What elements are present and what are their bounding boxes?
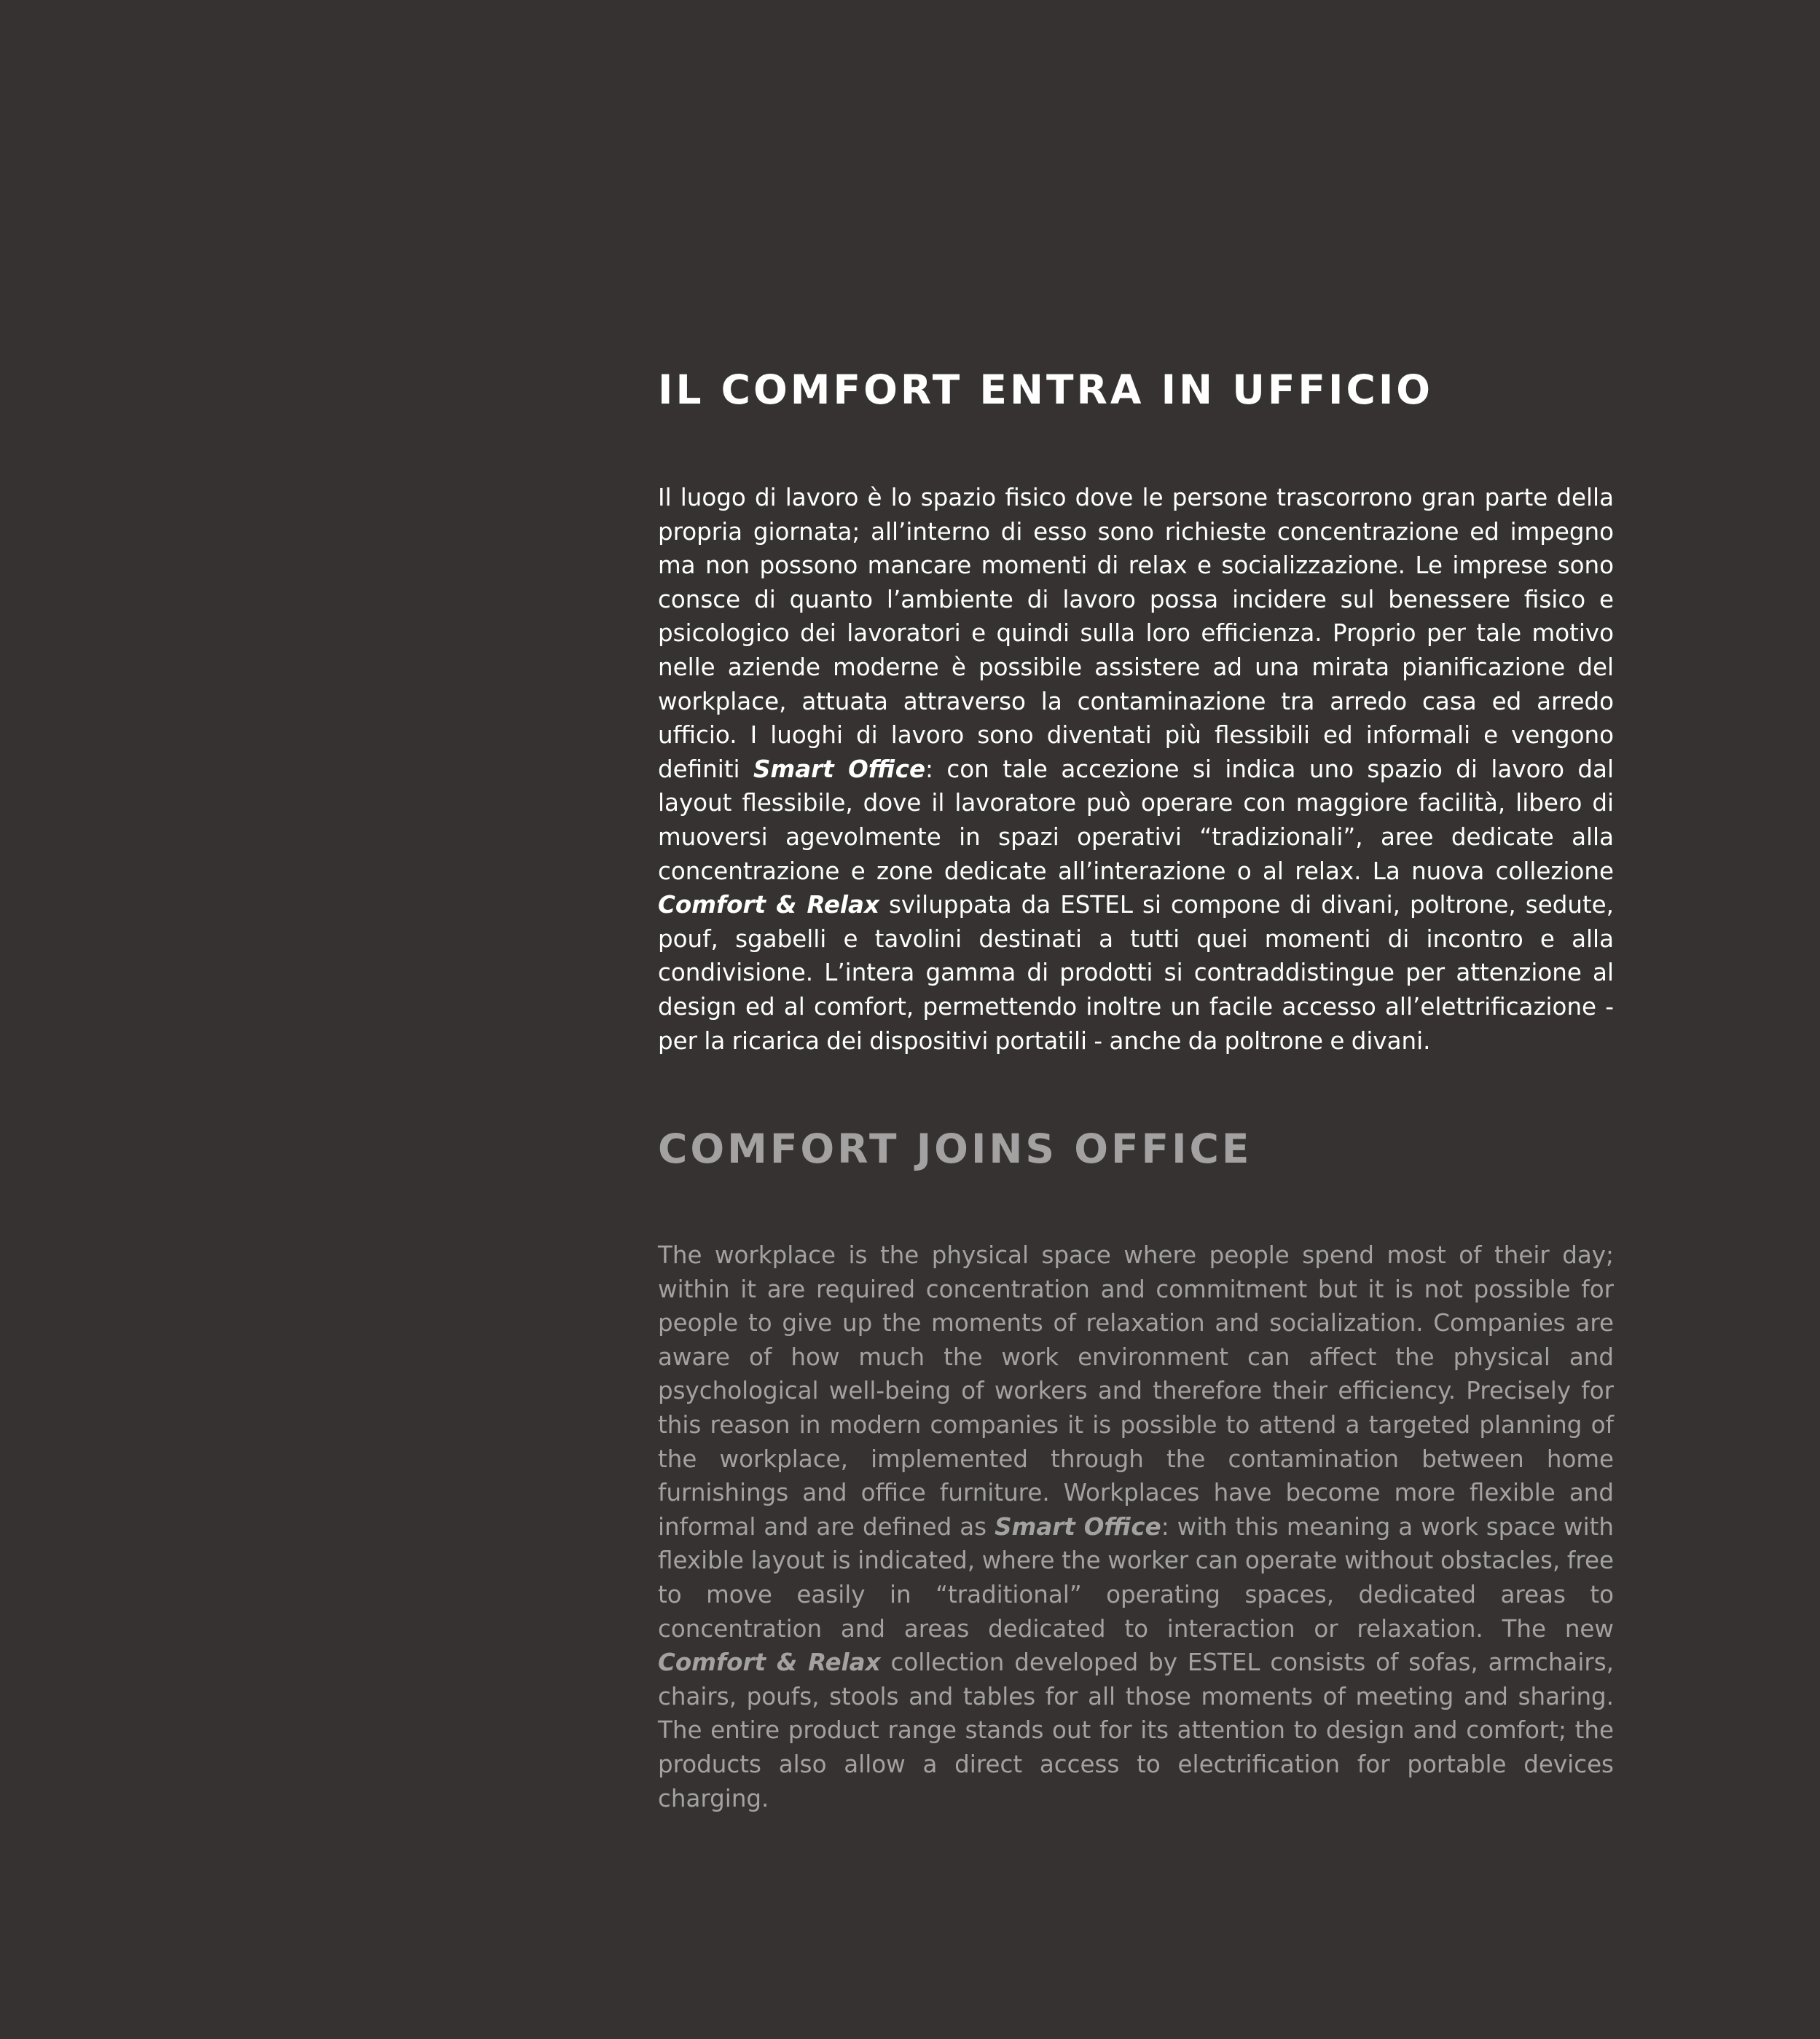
english-comfort-relax-emphasis: Comfort & Relax <box>658 1649 881 1677</box>
english-body-part-3: collection developed by ESTEL consists of sofas, armchairs, chairs, poufs, stools and tables for all those moments of meeting and sharing. The entire product range stands out for its attention to design and comfort; the products also allow a direct access to electrification for portable devices charging. <box>658 1649 1614 1812</box>
italian-smart-office-emphasis: Smart Office <box>753 755 926 783</box>
english-section-heading-wrap <box>658 1125 1614 1172</box>
english-smart-office-emphasis: Smart Office <box>995 1512 1161 1541</box>
english-body-part-1: The workplace is the physical space where people spend most of their day; within it are required concentration and commitment but it is not possible for people to give up the moments of relaxation and socialization. Companies are aware of how much the work environment can affect the physical and psychological well-being of workers and therefore their efficiency. Precisely for this reason in modern companies it is possible to attend a targeted planning of the workplace, implemented through the contamination between home furnishings and office furniture. Workplaces have become more flexible and informal and are defined as <box>658 1241 1614 1541</box>
italian-section-heading-wrap <box>658 366 1614 413</box>
italian-body-wrap <box>658 481 1614 1058</box>
english-body-part-2: : with this meaning a work space with flexible layout is indicated, where the worker can operate without obstacles, free to move easily in “traditional” operating spaces, dedicated areas to concentration and areas dedicated to interaction or relaxation. The new <box>658 1512 1614 1643</box>
english-body-text <box>658 1238 1614 1815</box>
italian-body-part-2: : con tale accezione si indica uno spazio di lavoro dal layout flessibile, dove il lavoratore può operare con maggiore facilità, libero di muoversi agevolmente in spazi operativi “tradizionali”, aree dedicate alla concentrazione e zone dedicate all’interazione o al relax. La nuova collezione <box>658 755 1615 885</box>
italian-comfort-relax-emphasis: Comfort & Relax <box>658 891 879 919</box>
english-heading: COMFORT JOINS OFFICE <box>658 1125 1252 1172</box>
italian-body-text <box>658 481 1614 1058</box>
english-body-wrap <box>658 1238 1614 1815</box>
italian-body-part-1: Il luogo di lavoro è lo spazio fisico dove le persone trascorrono gran parte della propria giornata; all’interno di esso sono richieste concentrazione ed impegno ma non possono mancare momenti di relax e socializzazione. Le imprese sono consce di quanto l’ambiente di lavoro possa incidere sul benessere fisico e psicologico dei lavoratori e quindi sulla loro efficienza. Proprio per tale motivo nelle aziende moderne è possibile assistere ad una mirata pianificazione del workplace, attuata attraverso la contaminazione tra arredo casa ed arredo ufficio. I luoghi di lavoro sono diventati più flessibili ed informali e vengono definiti <box>658 484 1614 783</box>
italian-body-part-3: sviluppata da ESTEL si compone di divani, poltrone, sedute, pouf, sgabelli e tavolini destinati a tutti quei momenti di incontro e alla condivisione. L’intera gamma di prodotti si contraddistingue per attenzione al design ed al comfort, permettendo inoltre un facile accesso all’elettrificazione - per la ricarica dei dispositivi portatili - anche da poltrone e divani. <box>658 891 1615 1055</box>
italian-heading: IL COMFORT ENTRA IN UFFICIO <box>658 366 1434 413</box>
